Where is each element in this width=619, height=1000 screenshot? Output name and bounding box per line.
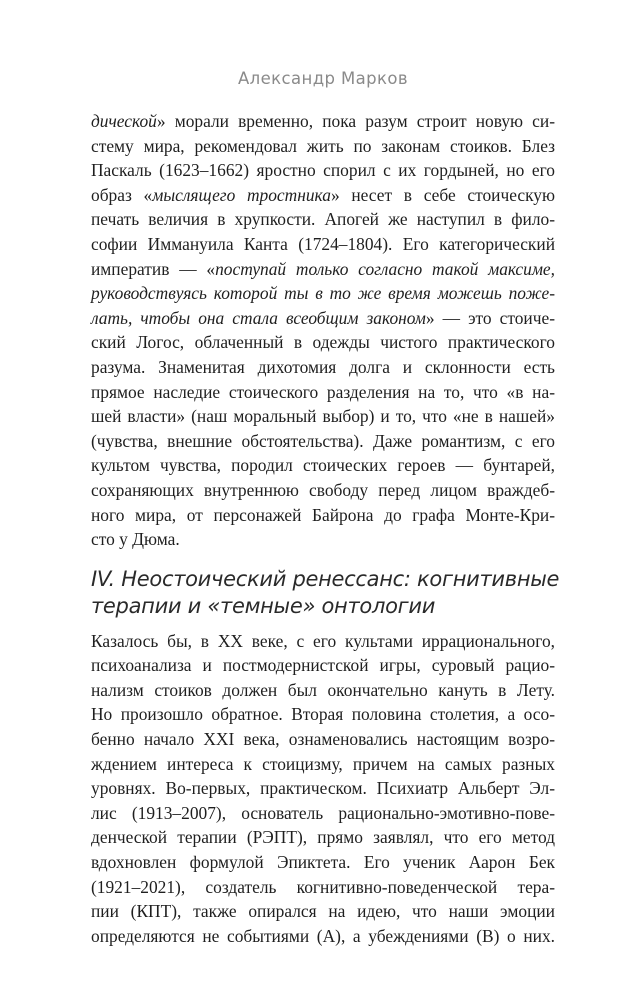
text-line: печать величия в хрупкости. Апогей же наступил в фило- xyxy=(91,209,555,230)
section-heading xyxy=(91,566,560,620)
text-line: вдохновлен формулой Эпиктета. Его ученик Аарон Бек xyxy=(91,852,555,873)
text-line: лис (1913–2007), основатель рационально-эмотивно-пове- xyxy=(91,802,555,823)
text-line: разума. Знаменитая дихотомия долга и склонности есть xyxy=(91,356,555,377)
text-line: лать, чтобы она стала всеобщим законом» — это стоиче- xyxy=(91,307,555,328)
book-page xyxy=(91,60,560,948)
text-line: культом чувства, породил стоических героев — бунтарей, xyxy=(91,455,555,476)
section-heading-line: терапии и «темные» онтологии xyxy=(91,593,436,618)
text-line: (чувства, внешние обстоятельства). Даже романтизм, с его xyxy=(91,430,555,451)
text-line: шей власти» (наш моральный выбор) и то, что «не в нашей» xyxy=(91,406,555,427)
text-line: Но произошло обратное. Вторая половина столетия, а осо- xyxy=(91,704,555,725)
text-line: ский Логос, облаченный в одежды чистого практического xyxy=(91,332,555,353)
text-line: психоанализа и постмодернистской игры, суровый рацио- xyxy=(91,655,555,676)
text-line: бенно начало XXI века, ознаменовались настоящим возро- xyxy=(91,729,555,750)
section-heading-line: IV. Неостоический ренессанс: когнитивные xyxy=(91,566,560,591)
text-line: дической» морали временно, пока разум строит новую си- xyxy=(91,111,555,131)
text-line: уровнях. Во-первых, практическом. Психиатр Альберт Эл- xyxy=(91,778,555,799)
text-line: руководствуясь которой ты в то же время можешь поже- xyxy=(91,283,555,304)
text-line: образ «мыслящего тростника» несет в себе стоическую xyxy=(91,184,555,205)
text-line: императив — «поступай только согласно такой максиме, xyxy=(91,258,555,279)
paragraph-1 xyxy=(91,109,555,552)
running-head: Александр Марков xyxy=(237,69,409,88)
text-line: Паскаль (1623–1662) яростно спорил с их гордыней, но его xyxy=(91,160,555,181)
text-line: ждением интереса к стоицизму, причем на самых разных xyxy=(91,753,555,774)
text-line: стему мира, рекомендовал жить по законам стоиков. Блез xyxy=(91,135,555,156)
text-line: ного мира, от персонажей Байрона до графа Монте-Кри- xyxy=(91,504,555,525)
text-line: денческой терапии (РЭПТ), прямо заявлял, что его метод xyxy=(91,827,555,848)
text-line: софии Иммануила Канта (1724–1804). Его категорический xyxy=(91,233,555,254)
text-line: пии (КПТ), также опирался на идею, что наши эмоции xyxy=(91,901,555,922)
text-line: сохраняющих внутреннюю свободу перед лицом враждеб- xyxy=(91,479,555,500)
text-line: определяются не событиями (А), а убеждениями (В) о них. xyxy=(91,925,555,946)
text-line: нализм стоиков должен был окончательно кануть в Лету. xyxy=(91,679,555,700)
text-line: Казалось бы, в XX веке, с его культами иррационального, xyxy=(91,630,555,651)
text-line: прямое наследие стоического разделения на то, что «в на- xyxy=(91,381,555,402)
text-line: (1921–2021), создатель когнитивно-поведенческой тера- xyxy=(91,876,555,897)
text-line: сто у Дюма. xyxy=(91,529,180,550)
paragraph-2 xyxy=(91,629,555,949)
